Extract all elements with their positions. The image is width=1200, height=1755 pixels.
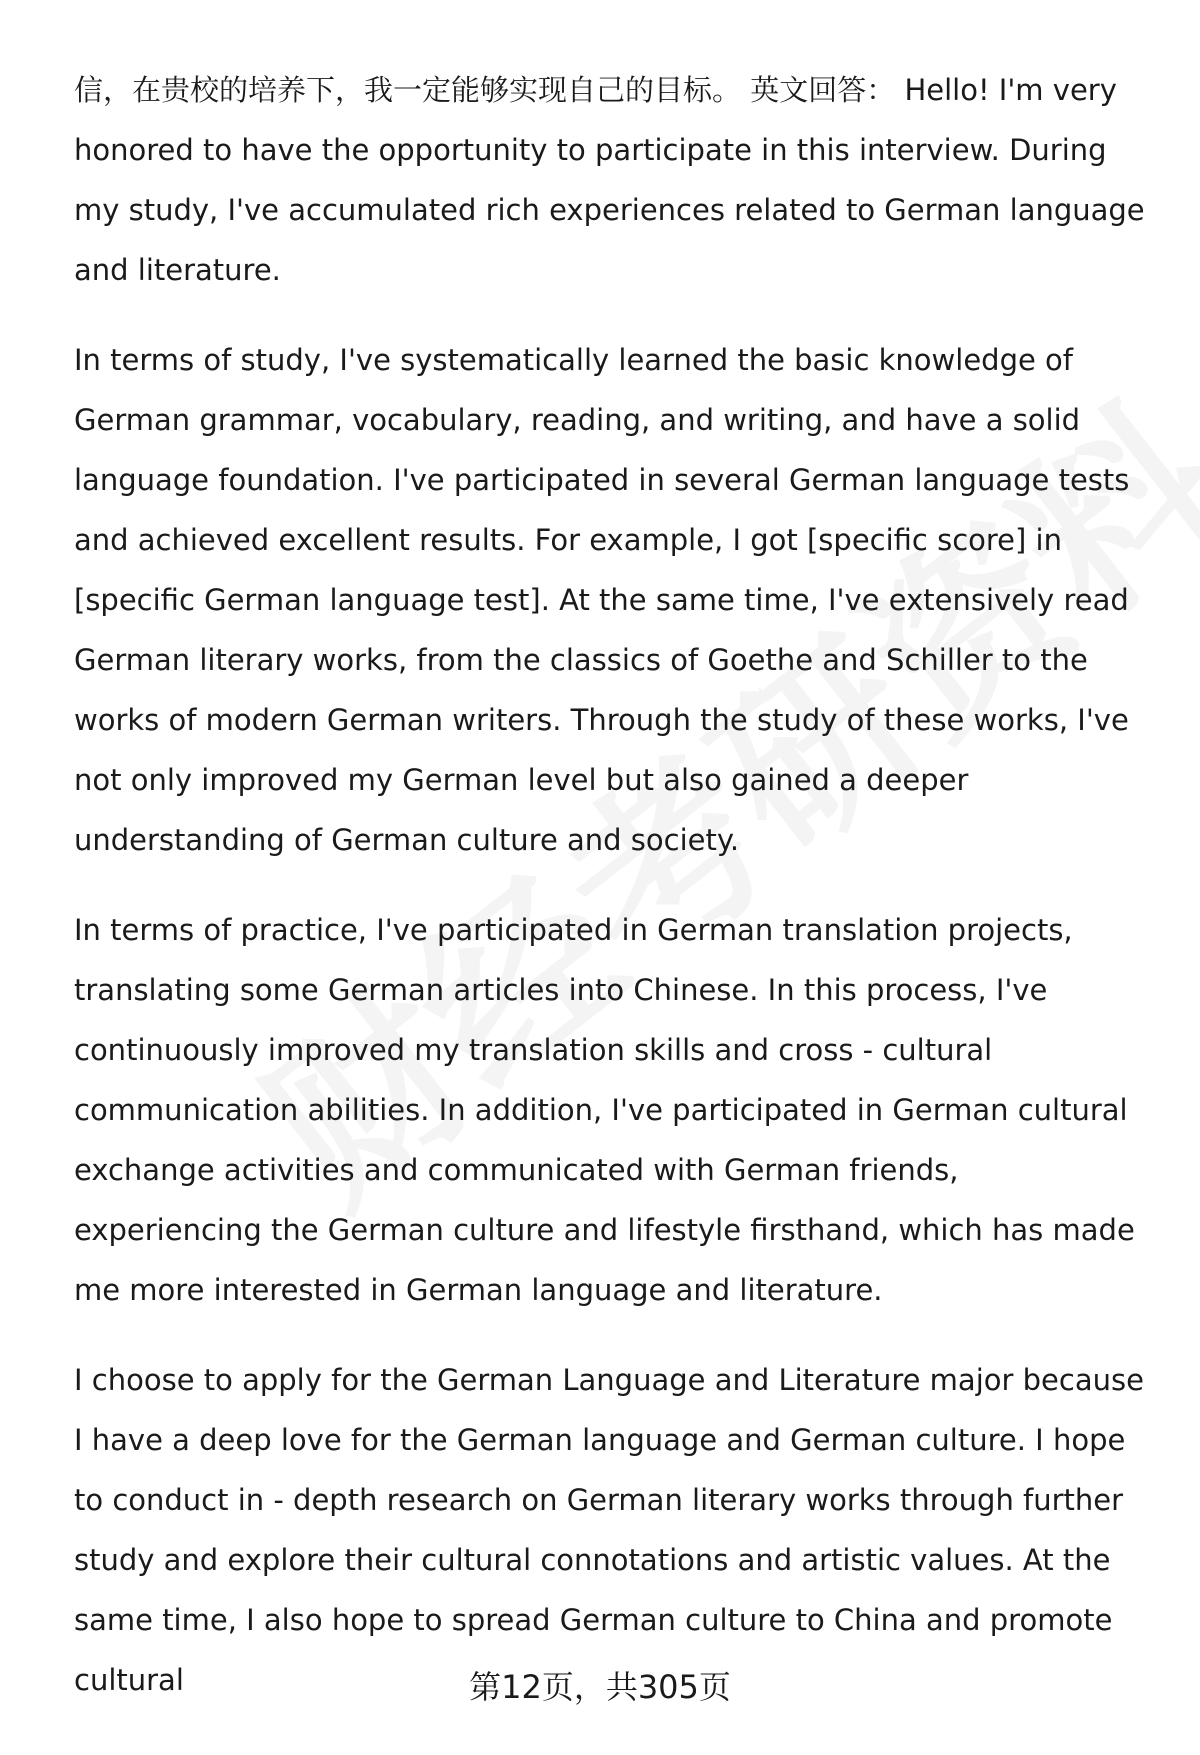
page-number-footer: 第12页，共305页 <box>469 1668 731 1706</box>
paragraph-4: I choose to apply for the German Language and Literature major because I have a deep love for the German language and German culture. I hope to conduct in - depth research on German literary works through further study and explore their cultural connotations and artistic values. At the same time, I also hope to spread German culture to China and promote cultural <box>74 1363 1144 1697</box>
paragraph-3: In terms of practice, I've participated in German translation projects, translating some German articles into Chinese. In this process, I've continuously improved my translation skills and cross - cultural communication abilities. In addition, I've participated in German cultural exchange activities and communicated with German friends, experiencing the German culture and lifestyle firsthand, which has made me more interested in German language and literature. <box>74 913 1135 1307</box>
paragraph-2: In terms of study, I've systematically learned the basic knowledge of German grammar, vocabulary, reading, and writing, and have a solid language foundation. I've participated in several German language tests and achieved excellent results. For example, I got [specific score] in [specific German language test]. At the same time, I've extensively read German literary works, from the classics of Goethe and Schiller to the works of modern German writers. Through the study of these works, I've not only improved my German level but also gained a deeper understanding of German culture and society. <box>74 343 1130 857</box>
paragraph-1: 信，在贵校的培养下，我一定能够实现自己的目标。 英文回答： Hello! I'm very honored to have the opportunity to participate in this interview. During my study, I've accumulated rich experiences related to German language and literature. <box>74 73 1145 287</box>
document-body <box>74 60 1154 1740</box>
